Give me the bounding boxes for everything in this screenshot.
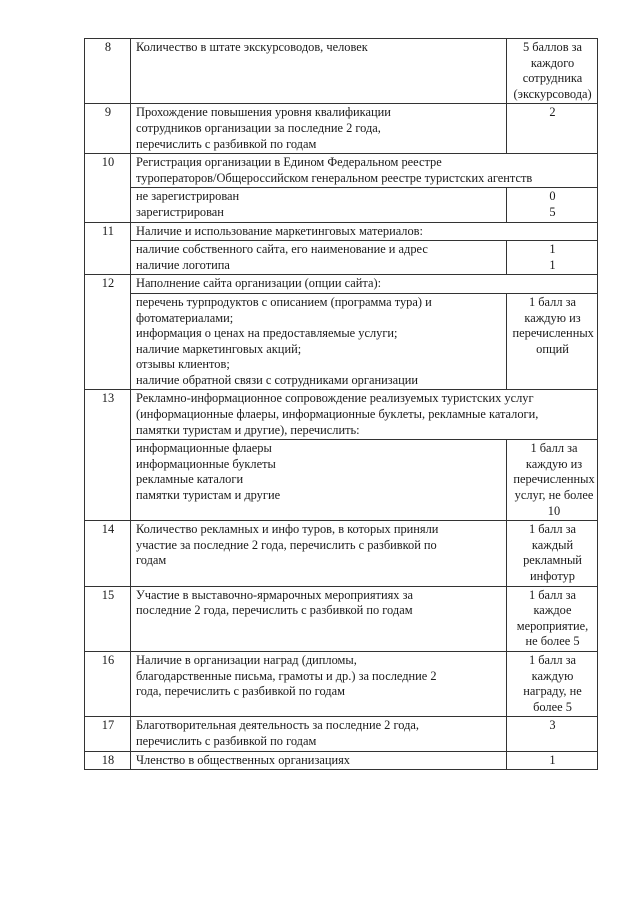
criterion-points: 1 — [507, 751, 598, 770]
row-number: 9 — [85, 104, 131, 154]
row-number: 8 — [85, 39, 131, 104]
table-row — [85, 586, 598, 651]
row-number: 13 — [85, 390, 131, 521]
table-row — [85, 717, 598, 751]
criterion-text: Количество рекламных и инфо туров, в которых приняли участие за последние 2 года, перечислить с разбивкой по годам — [131, 521, 507, 586]
criterion-text: Членство в общественных организациях — [131, 751, 507, 770]
criterion-text: Благотворительная деятельность за последние 2 года, перечислить с разбивкой по годам — [131, 717, 507, 751]
table-row — [85, 751, 598, 770]
criterion-points: 1 балл за каждое мероприятие, не более 5 — [507, 586, 598, 651]
row-number: 14 — [85, 521, 131, 586]
table-row — [85, 188, 598, 222]
row-number: 10 — [85, 154, 131, 222]
criterion-points: 1 балл за каждый рекламный инфотур — [507, 521, 598, 586]
criterion-options: перечень турпродуктов с описанием (программа тура) и фотоматериалами; информация о ценах на предоставляемые услуги; наличие маркетинговых акций; отзывы клиентов; наличие обратной связи с сотрудниками организации — [131, 293, 507, 390]
table-row — [85, 521, 598, 586]
criterion-points: 5 баллов за каждого сотрудника (экскурсовода) — [507, 39, 598, 104]
criterion-points: 2 — [507, 104, 598, 154]
criterion-text: Рекламно-информационное сопровождение реализуемых туристских услуг (информационные флаеры, информационные буклеты, рекламные каталоги, памятки туристам и другие), перечислить: — [131, 390, 598, 440]
table-row — [85, 293, 598, 390]
table-row — [85, 39, 598, 104]
criterion-text: Участие в выставочно-ярмарочных мероприятиях за последние 2 года, перечислить с разбивкой по годам — [131, 586, 507, 651]
table-row — [85, 651, 598, 716]
criterion-points: 1 балл за каждую из перечисленных услуг, не более 10 — [507, 440, 598, 521]
criterion-options: не зарегистрирован зарегистрирован — [131, 188, 507, 222]
criterion-text: Наличие в организации наград (дипломы, благодарственные письма, грамоты и др.) за последние 2 года, перечислить с разбивкой по годам — [131, 651, 507, 716]
table-row — [85, 222, 598, 241]
row-number: 17 — [85, 717, 131, 751]
table-row — [85, 275, 598, 294]
criterion-text: Количество в штате экскурсоводов, человек — [131, 39, 507, 104]
table-row — [85, 440, 598, 521]
criterion-text: Наполнение сайта организации (опции сайта): — [131, 275, 598, 294]
row-number: 12 — [85, 275, 131, 390]
criterion-points: 1 1 — [507, 241, 598, 275]
table-row — [85, 154, 598, 188]
criterion-options: информационные флаеры информационные буклеты рекламные каталоги памятки туристам и другие — [131, 440, 507, 521]
criterion-points: 1 балл за каждую из перечисленных опций — [507, 293, 598, 390]
criterion-text: Наличие и использование маркетинговых материалов: — [131, 222, 598, 241]
row-number: 18 — [85, 751, 131, 770]
criterion-options: наличие собственного сайта, его наименование и адрес наличие логотипа — [131, 241, 507, 275]
criterion-text: Прохождение повышения уровня квалификации сотрудников организации за последние 2 года, перечислить с разбивкой по годам — [131, 104, 507, 154]
criterion-points: 0 5 — [507, 188, 598, 222]
row-number: 16 — [85, 651, 131, 716]
row-number: 15 — [85, 586, 131, 651]
row-number: 11 — [85, 222, 131, 275]
criterion-points: 3 — [507, 717, 598, 751]
table-row — [85, 390, 598, 440]
table-row — [85, 241, 598, 275]
table-row — [85, 104, 598, 154]
criterion-text: Регистрация организации в Едином Федеральном реестре туроператоров/Общероссийском генеральном реестре туристских агентств — [131, 154, 598, 188]
criterion-points: 1 балл за каждую награду, не более 5 — [507, 651, 598, 716]
criteria-table — [84, 38, 598, 770]
